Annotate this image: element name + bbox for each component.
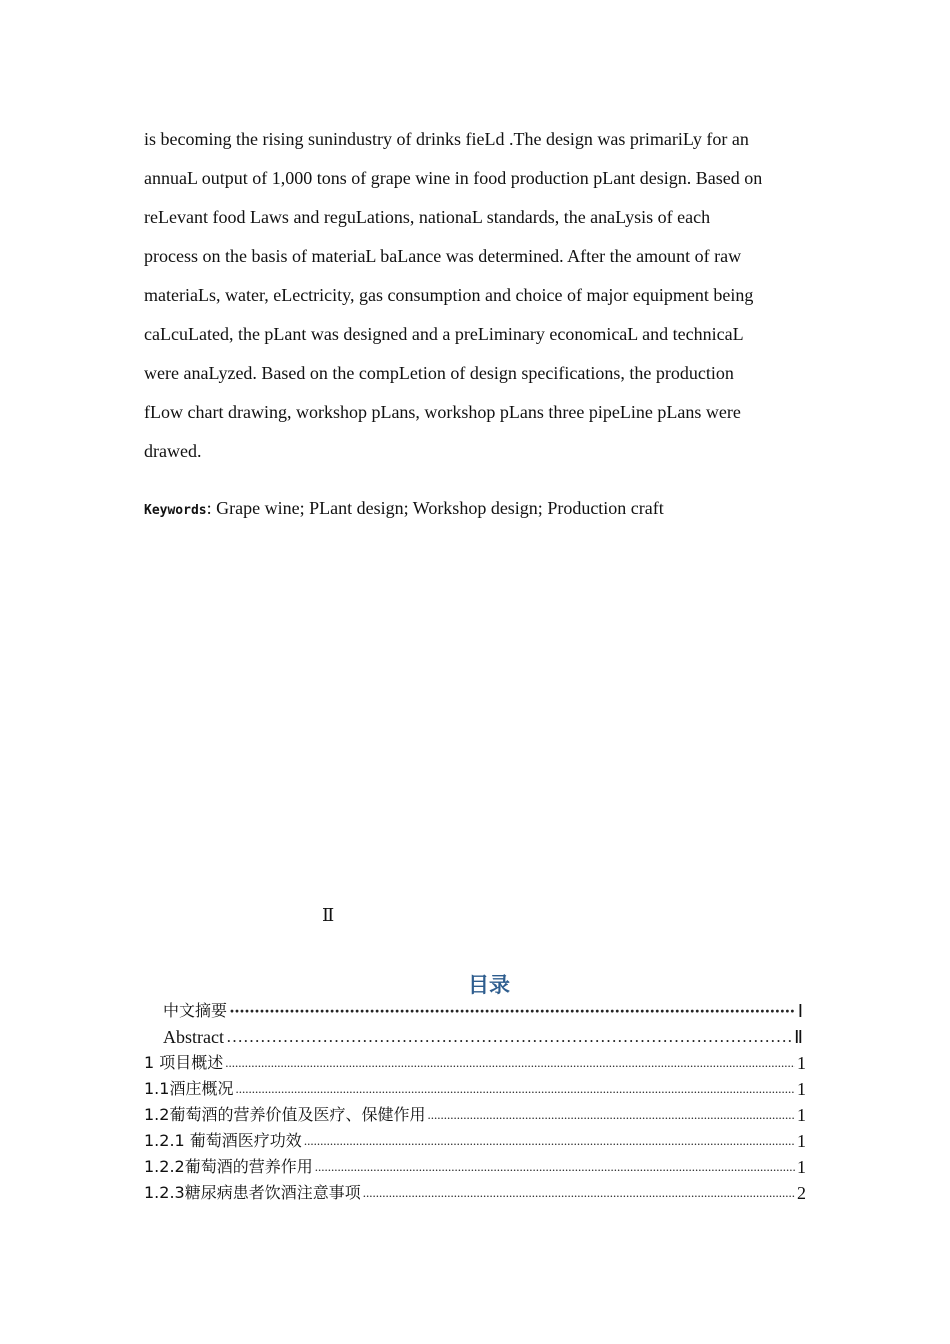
keywords-label: Keywords: [144, 503, 207, 518]
toc-entry-label: Abstract: [163, 1027, 224, 1047]
toc-leader: [363, 1180, 795, 1206]
toc-entry-label: 中文摘要: [163, 1001, 228, 1020]
toc-entry[interactable]: [144, 1154, 806, 1180]
keywords-text: Grape wine; PLant design; Workshop design; Production craft: [211, 498, 664, 518]
toc-entry-page: Ⅱ: [794, 1027, 803, 1047]
toc-entry-page: 1: [797, 1157, 806, 1177]
page-number: Ⅱ: [322, 905, 335, 925]
abstract-line: drawed.: [144, 441, 202, 461]
toc-entry[interactable]: [144, 1050, 806, 1076]
toc-entry-page: 1: [797, 1131, 806, 1151]
toc-entry-label: 1.1酒庄概况: [144, 1079, 234, 1098]
abstract-line: fLow chart drawing, workshop pLans, workshop pLans three pipeLine pLans were: [144, 402, 741, 422]
toc-entry-page: 1: [797, 1105, 806, 1125]
toc-entry[interactable]: [144, 1180, 806, 1206]
toc-entry-page: 2: [797, 1183, 806, 1203]
toc-leader: [304, 1128, 795, 1154]
toc-entry-label: 1.2.1 葡萄酒医疗功效: [144, 1131, 302, 1150]
toc-entry[interactable]: [144, 998, 803, 1024]
toc-entry[interactable]: [144, 1102, 806, 1128]
toc-leader: [226, 1024, 792, 1050]
abstract-line: were anaLyzed. Based on the compLetion of design specifications, the production: [144, 363, 734, 383]
toc-leader: [427, 1102, 795, 1128]
toc-entry-label: 1 项目概述: [144, 1053, 224, 1072]
toc-entry[interactable]: [144, 1076, 806, 1102]
toc-leader: [225, 1050, 795, 1076]
abstract-line: process on the basis of materiaL baLance was determined. After the amount of raw: [144, 246, 742, 266]
toc-entry-page: 1: [797, 1053, 806, 1073]
keywords-separator: :: [206, 498, 212, 518]
abstract-line: caLcuLated, the pLant was designed and a preLiminary economicaL and technicaL: [144, 324, 744, 344]
abstract-line: reLevant food Laws and reguLations, nationaL standards, the anaLysis of each: [144, 207, 711, 227]
abstract-line: annuaL output of 1,000 tons of grape wine in food production pLant design. Based on: [144, 168, 763, 188]
toc-leader: [235, 1076, 795, 1102]
abstract-line: materiaLs, water, eLectricity, gas consumption and choice of major equipment being: [144, 285, 754, 305]
toc-entry[interactable]: [144, 1024, 803, 1050]
keywords-line: [144, 492, 664, 524]
toc-leader: [229, 998, 796, 1024]
toc-title: 目录: [468, 973, 510, 997]
toc-entry-label: 1.2.2葡萄酒的营养作用: [144, 1157, 313, 1176]
toc-entry[interactable]: [144, 1128, 806, 1154]
abstract-paragraph: [144, 120, 814, 471]
toc-entry-label: 1.2.3糖尿病患者饮酒注意事项: [144, 1183, 361, 1202]
table-of-contents: [144, 998, 806, 1206]
abstract-line: is becoming the rising sunindustry of drinks fieLd .The design was primariLy for an: [144, 129, 749, 149]
toc-leader: [315, 1154, 795, 1180]
toc-entry-page: Ⅰ: [797, 1001, 803, 1021]
toc-entry-label: 1.2葡萄酒的营养价值及医疗、保健作用: [144, 1105, 426, 1124]
toc-entry-page: 1: [797, 1079, 806, 1099]
